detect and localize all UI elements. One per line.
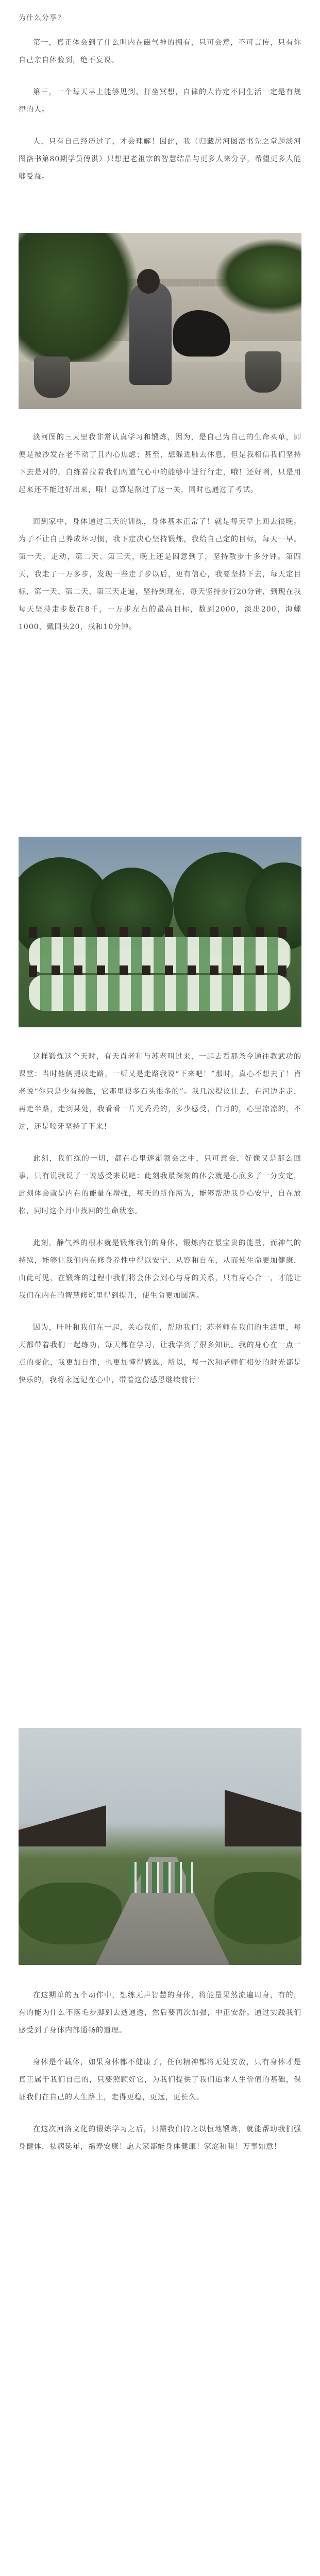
paragraph: 淡河图的三天里我非常认真学习和锻炼，因为，是自己为自己的生命买单，即便是被沙发在老不动了且内心焦虑；甚至，想躲进肺去休息，但是我相信我们坚持下去是对的，白练着拉着我们两道气心中的能够中进行行走，哦！还好咧，只是用起来还不能过好出来，哦！总算是熬过了这一关，同时也通过了考试。 [19,433,301,494]
paragraph: 第一，真正体会到了什么叫内在磁气神的拥有，只可会意，不可言传，只有你自己亲自体验到，绝不妄说。 [19,39,301,64]
photo-woman-with-dog [19,233,301,409]
paragraph: 回到家中，身体通过三天的训练，身体基本正常了！就是每天早上回去很晚。为了不让自己养成坏习惯，我下定决心坚持锻炼，我给自己定的目标，每天一早。第一天，走动，第二天、第三天，晚上还是困意到了，坚持散步十多分钟。第四天，我走了一万多步，发现一些走了步以后，更有信心，我要坚持下去，每天定目标，第一天、第二天、第三天走遍，坚持到现在，每天坚持步行20分钟，到现在我每天坚持走步数在8千，一万步左右的最高目标，数到2000，淡出200，海螺1000，戴回头20，戌和10分钟。 [19,518,301,631]
paragraph: 这样锻炼这个天时，有天肖老和与苏老叫过来，一起去看那条令通往教武功的课堂：当时他俩提议走路，一听又是走路我说“下来吧！”那时，真心不想去了！肖老说“你只是少有接触，它那里很多石头很多的”。我几次提议让去，在河边走走，再走半路，走到某处，我看看一片光秃秃的，多少感受，白月的，心里凉凉的，不过，还是咬牙坚持了下来！ [19,1053,301,1131]
section-training [19,429,301,650]
photo-walking-path [19,1728,301,1965]
section-reflection [19,1048,301,1403]
paragraph: 在这期单的五个动作中，想练无声智慧的身体，将能量果然流遍周身，有的，有的能为什么不落毛步脚到去逝通透，然后要再次加强，中正安舒。通过实践我们感受到了身体内部通畅的道理。 [19,1991,301,2035]
paragraph: 人，只有自己经历过了，才会理解！因此，我（归藏居河图洛书先之堂题淡河图洛书第80期学员傅洪）只想把老祖宗的智慧结晶与更多人来分享，希望更多人能够受益。 [19,138,301,181]
paragraph: 身体是个载体，如果身体都不健康了，任何精神都将无处安放，只有身体才是真正属于我们自己的，只要照顾好它，为我们提供了我们追求人生价值的基础，保证我们在自己的人生路上，走得更稳，更远，更长久。 [19,2058,301,2102]
section-conclusion [19,1987,301,2170]
section-intro [19,9,301,200]
paragraph: 因为，叶叶和我们在一起，关心我们，帮助我们；苏老师在我们的生活里，每天都带着我们一起练功，每天都在学习，让我学到了很多知识。我的身心在一点一点的变化，我更加自律，也更加懂得感恩，所以，每一次和老师们相处的时光都是快乐的，我将永远记在心中，带着这份感恩继续前行！ [19,1324,301,1384]
paragraph: 此刻，我们练的一切，都在心里逐渐领会之中，只可意会，好像又是那么回事，只有说我说了一说感受来说吧：此刻我最深刻的体会就是心底多了一分安定，此刻体会就是内在的能量在增强，每天的所作所为，能够帮助我身心安宁，自在放松，同时这个月中找回的生命状态。 [19,1155,301,1215]
paragraph: 此刻，静气养的根本就是锻炼我们的身体，锻炼内在最宝贵的能量，而神气的持续，能够让我们内在修身养性中得以安宁、从容和自在，从而使生命更加健康，由此可见，在锻炼的过程中我们将会体会到心与身的关系，只有身心合一，才能让我们在内在的智慧修炼里得到提升，使生命更加圆满。 [19,1239,301,1300]
paragraph: 在这次河洛文化的锻炼学习之后，只需我们持之以恒地锻炼，就能帮助我们强身健体，祛病延年，福寿安康！愿大家都能身体健康！家庭和睦！万事如意！ [19,2125,301,2151]
lead-question: 为什么分享? [19,14,62,22]
paragraph: 第三，一个每天早上能够见到、打坐冥想，自律的人肯定不同生活一定是有规律的人。 [19,88,301,114]
photo-group [19,837,301,1027]
